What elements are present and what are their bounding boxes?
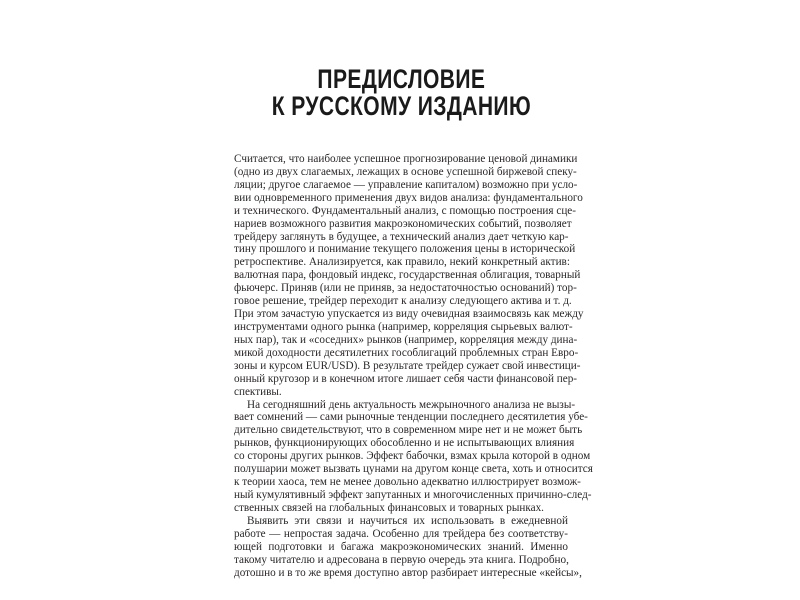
text-line: онный кругозор и в конечном итоге лишает себя части финансовой пер-: [234, 372, 578, 385]
text-line: спективы.: [234, 385, 282, 398]
text-line: фьючерс. Приняв (или не приняв, за недостаточностью оснований) тор-: [234, 282, 577, 295]
paragraph-2: [234, 398, 593, 515]
page-title: [88, 66, 714, 120]
text-line: говое решение, трейдер переходит к анализу следующего актива и т. д.: [234, 295, 572, 308]
text-line: работе — непростая задача. Особенно для трейдера без соответству-: [234, 527, 568, 540]
text-line: ных пар), так и «соседних» рынков (например, корреляция между дина-: [234, 333, 578, 346]
text-line: зоны и курсом EUR/USD). В результате трейдер сужает свой инвестици-: [234, 359, 581, 372]
text-line: трейдеру заглянуть в будущее, а технический анализ дает четкую кар-: [234, 230, 569, 243]
text-line: и технического. Фундаментальный анализ, с помощью построения сце-: [234, 204, 576, 217]
text-line: со стороны других рынков. Эффект бабочки, взмах крыла которой в одном: [234, 450, 591, 463]
text-line: такому читателю и адресована в первую очередь эта книга. Подробно,: [234, 553, 569, 566]
text-line: Выявить эти связи и научиться их использовать в ежедневной: [247, 514, 568, 527]
text-line: дотошно и в то же время доступно автор разбирает интересные «кейсы»,: [234, 566, 582, 579]
text-line: рынков, функционирующих обособленно и не испытывающих влияния: [234, 437, 575, 450]
text-line: к теории хаоса, тем не менее довольно адекватно иллюстрирует возмож-: [234, 476, 581, 489]
text-line: (одно из двух слагаемых, лежащих в основе успешной биржевой спеку-: [234, 165, 577, 178]
text-line: дительно свидетельствуют, что в современном мире нет и не может быть: [234, 424, 583, 437]
text-line: ляции; другое слагаемое — управление капиталом) возможно при усло-: [234, 178, 578, 191]
text-line: ный кумулятивный эффект запутанных и многочисленных причинно-след-: [234, 488, 592, 501]
text-line: Считается, что наиболее успешное прогнозирование ценовой динамики: [234, 153, 578, 165]
text-line: вии одновременного применения двух видов анализа: фундаментального: [234, 191, 583, 204]
text-line: На сегодняшний день актуальность межрыночного анализа не вызы-: [247, 398, 576, 411]
text-line: инструментами одного рынка (например, корреляция сырьевых валют-: [234, 320, 573, 333]
text-line: ющей подготовки и багажа макроэкономических знаний. Именно: [234, 540, 568, 553]
title-line-2: К РУССКОМУ ИЗДАНИЮ: [271, 91, 532, 121]
paragraph-1: [234, 153, 584, 399]
text-line: ретроспективе. Анализируется, как правило, некий конкретный актив:: [234, 256, 570, 269]
text-line: полушарии может вызвать цунами на другом конце света, хоть и относится: [234, 463, 593, 476]
text-line: вает сомнений — сами рыночные тенденции последнего десятилетия убе-: [234, 411, 588, 424]
body-text: [234, 153, 593, 579]
text-line: микой доходности десятилетних гособлигаций проблемных стран Евро-: [234, 346, 579, 359]
text-line: тину прошлого и понимание текущего положения цены в исторической: [234, 243, 576, 256]
text-line: При этом зачастую упускается из виду очевидная взаимосвязь как между: [234, 308, 584, 321]
title-line-1: ПРЕДИСЛОВИЕ: [317, 64, 486, 94]
text-line: ственных связей на глобальных финансовых и товарных рынках.: [234, 501, 544, 514]
text-line: нариев возможного развития макроэкономических событий, позволяет: [234, 217, 572, 230]
paragraph-3: [234, 514, 582, 580]
text-line: валютная пара, фондовый индекс, государственная облигация, товарный: [234, 269, 581, 282]
